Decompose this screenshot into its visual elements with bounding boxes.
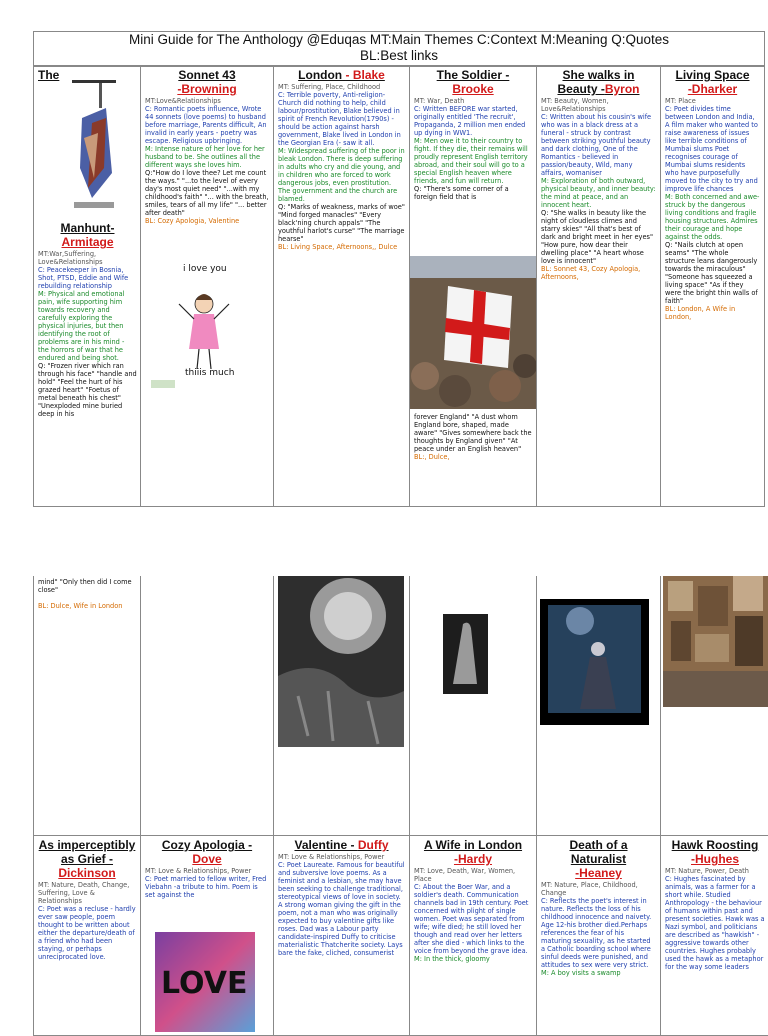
header-line-1: Mini Guide for The Anthology @Eduqas MT:Main Themes C:Context M:Meaning Q:Quotes <box>129 32 669 47</box>
cell-naturalist <box>537 836 661 1036</box>
sonnet43-themes: MT:Love&Relationships <box>145 97 221 105</box>
manhunt-themes: MT:War,Suffering, Love&Relationships <box>38 250 103 266</box>
soldier-quote-start: Q: "There's some corner of a foreign field that is <box>414 185 509 201</box>
wife-title-a: A Wife in London <box>423 838 523 852</box>
manhunt-title-b: Armitage <box>61 235 114 249</box>
naturalist-meaning: M: A boy visits a swamp <box>541 969 621 977</box>
sonnet43-meaning: M: Intense nature of her love for her husband to be. She outlines all the different ways she loves him. <box>145 145 265 169</box>
living-themes: MT: Place <box>665 97 696 105</box>
manhunt-title-a: Manhunt- <box>60 221 115 235</box>
london-context: C: Terrible poverty, Anti-religion-Church did nothing to help, child labour/prostitution, Blake believed in spirit of French Revolution(1790s) -should be action against harsh government, Blake lived in London in the Georgian Era (- saw it all. <box>278 91 401 147</box>
engraving-image <box>278 576 404 747</box>
grief-context: C: Poet was a recluse - hardly ever saw people, poem thought to be written about either the departure/death of a friend who had been staying, or perhaps unreciprocated love. <box>38 905 136 961</box>
soldier-meaning: M: Men owe it to their country to fight. If they die, their remains will proudly represent English territory abroad, and their soul will go to a special English heaven where friends, and fun will return. <box>414 137 528 185</box>
cell-manhunt-cont <box>34 576 141 836</box>
love-image-text: LOVE <box>161 966 248 1001</box>
living-title-b: -Dharker <box>687 82 738 96</box>
sonnet43-context: C: Romantic poets influence, Wrote 44 sonnets (love poems) to husband before marriage, Parents difficult, An invalid in early years - poetry was escape. Religious upbringing. <box>145 105 267 145</box>
cell-cozy <box>141 836 274 1036</box>
england-flag-image <box>410 256 537 409</box>
shewalks-title-b: Beauty - <box>557 82 605 96</box>
london-meaning: M: Widespread suffering of the poor in bleak London. There is deep suffering in adults who cry and die young, and in children who are forced to work dangerous jobs, even prostitution. The government and the church are blamed. <box>278 147 405 203</box>
cell-london-cont <box>274 576 410 836</box>
cell-soldier <box>410 66 537 507</box>
shewalks-themes: MT: Beauty, Women, Love&Relationships <box>541 97 609 113</box>
manhunt-quotes: Q: "Frozen river which ran through his face" "handle and hold" "Feel the hurt of his grazed heart" "Foetus of metal beneath his chest" "Unexploded mine buried deep in his <box>38 362 137 418</box>
cell-she-walks <box>537 66 661 507</box>
soldier-title-a: The Soldier - <box>436 68 510 82</box>
cell-valentine <box>274 836 410 1036</box>
manhunt-links: BL: Dulce, Wife in London <box>38 602 123 610</box>
valentine-themes: MT: Love & Relationships, Power <box>278 853 385 861</box>
valentine-title-a: Valentine - <box>294 838 358 852</box>
love-cartoon-image <box>149 264 264 394</box>
cell-sonnet43 <box>141 66 274 507</box>
manhunt-quotes-cont: mind" "Only then did I come close" <box>38 578 132 594</box>
cell-wife-in-london <box>410 836 537 1036</box>
cell-manhunt <box>34 66 141 507</box>
grief-title-b: Dickinson <box>58 866 116 880</box>
hawk-title-b: -Hughes <box>691 852 739 866</box>
soldier-links: BL:, Dulce, <box>414 453 450 461</box>
sonnet43-title-b: -Browning <box>177 82 237 96</box>
manhunt-context: C: Peacekeeper in Bosnia, Shot, PTSD, Eddie and Wife rebuilding relationship <box>38 266 129 290</box>
guide-header <box>33 31 765 67</box>
shewalks-title <box>541 82 656 96</box>
sonnet43-title-a: Sonnet 43 <box>178 68 236 82</box>
cell-london <box>274 66 410 507</box>
shewalks-links: BL: Sonnet 43, Cozy Apologia, Afternoons, <box>541 265 641 281</box>
london-title-a: London <box>298 68 346 82</box>
london-title <box>278 68 405 82</box>
sonnet43-quotes: Q:"How do I love thee? Let me count the ways." "...to the level of every day's most quiet need" "...with my childhood's faith" "... with the breath, smiles, tears of all my life" "... better after death" <box>145 169 269 217</box>
cell-living-space <box>661 66 765 507</box>
shewalks-context: C: Written about his cousin's wife who was in a black dress at a funeral - struck by contrast between striking youthful beauty and dark clothing, One of the Romantics - believed in passion/beauty, Wild, many affairs, womaniser <box>541 113 652 177</box>
cell-soldier-cont <box>410 576 537 836</box>
living-title-a: Living Space <box>675 68 750 82</box>
naturalist-title-b: -Heaney <box>575 866 622 880</box>
valentine-title-b: Duffy <box>357 838 389 852</box>
table-row-2 <box>33 576 768 836</box>
grief-title-a: As imperceptibly as Grief - <box>38 838 136 866</box>
manhunt-title-top: The <box>38 68 60 82</box>
shewalks-meaning: M: Exploration of both outward, physical beauty, and inner beauty: the mind at peace, and an innocent heart. <box>541 177 656 209</box>
cozy-themes: MT: Love & Relationships, Power <box>145 867 252 875</box>
cozy-title-b: Dove <box>192 852 222 866</box>
cozy-context: C: Poet married to fellow writer, Fred Viebahn -a tribute to him. Poem is set against the <box>145 875 267 899</box>
valentine-context: C: Poet Laureate. Famous for beautiful and subversive love poems. As a feminist and a lesbian, she may have been seeking to challenge traditional, stereotypical views of love in society. A strong woman giving the gift in the poem, not a man who was originally expected to buy valentine gifts like roses. Dad was a Labour party candidate-inspired Duffy to criticise materialistic Thatcherite society. Lays bare the fake, cliched, consumerist <box>278 861 405 957</box>
cell-sonnet43-cont <box>141 576 274 836</box>
wife-themes: MT: Love, Death, War, Women, Place <box>414 867 516 883</box>
living-links: BL: London, A Wife in London, <box>665 305 736 321</box>
wife-meaning: M: In the thick, gloomy <box>414 955 490 963</box>
hawk-title-a: Hawk Roosting <box>671 838 759 852</box>
table-row-1 <box>33 65 765 507</box>
soldier-context: C: Written BEFORE war started, originally entitled 'The recruit', Propaganda, 2 million men ended up dying in WW1. <box>414 105 526 137</box>
cozy-title-a: Cozy Apologia - <box>161 838 253 852</box>
cartoon-caption-2: thiiis much <box>185 368 235 378</box>
naturalist-themes: MT: Nature, Place, Childhood, Change <box>541 881 638 897</box>
table-row-3 <box>33 836 768 1036</box>
hawk-themes: MT: Nature, Power, Death <box>665 867 749 875</box>
sculpture-image <box>64 78 124 213</box>
living-quotes: Q: "Nails clutch at open seams" "The whole structure leans dangerously towards the miraculous" "Someone has squeezed a living space" "As if they were the bright thin walls of faith" <box>665 241 758 305</box>
woman-in-dress-image <box>540 599 649 725</box>
london-links: BL: Living Space, Afternoons,, Dulce <box>278 243 398 251</box>
living-context: C: Poet divides time between London and India, A film maker who wanted to raise awareness of issues like terrible conditions of Mumbai slums Poet recognises courage of Mumbai slums residents who have purposefully moved to the city to try and improve life chances <box>665 105 758 193</box>
shewalks-quotes: Q: "She walks in beauty like the night of cloudless climes and starry skies" "All that's best of dark and bright meet in her eyes" "How pure, how dear their dwelling place" "A heart whose love is innocent" <box>541 209 653 265</box>
cell-hawk <box>661 836 768 1036</box>
sonnet43-links: BL: Cozy Apologia, Valentine <box>145 217 240 225</box>
shewalks-title-a: She walks in <box>562 68 635 82</box>
soldier-quotes: forever England" "A dust whom England bore, shaped, made aware" "Gives somewhere back the thoughts by England given" "At peace under an English heaven" <box>414 413 532 453</box>
wife-title-b: -Hardy <box>453 852 492 866</box>
manhunt-meaning: M: Physical and emotional pain, wife supporting him towards recovery and carefully exploring the physical injuries, but then identifying the root of problems are in his mind - the horrors of war that he endured and being shot. <box>38 290 125 362</box>
cell-grief <box>34 836 141 1036</box>
valentine-title <box>278 838 405 852</box>
naturalist-title-a: Death of a Naturalist <box>569 838 628 866</box>
london-themes: MT: Suffering, Place, Childhood <box>278 83 381 91</box>
figure-in-shadow-image <box>443 614 488 694</box>
love-image <box>155 932 255 1032</box>
slum-image <box>663 576 768 707</box>
london-quotes: Q: "Marks of weakness, marks of woe" "Mind forged manacles" "Every black'ning church appals" "The youthful harlot's curse" "The marriage hearse" <box>278 203 405 243</box>
soldier-themes: MT: War, Death <box>414 97 465 105</box>
header-line-2: BL:Best links <box>359 48 439 63</box>
cartoon-caption-1: i love you <box>183 264 227 274</box>
london-title-b: - Blake <box>345 68 385 82</box>
shewalks-title-c: Byron <box>604 82 640 96</box>
living-meaning: M: Both concerned and awe-struck by the dangerous living conditions and fragile housing structures. Admires their courage and hope against the odds. <box>665 193 760 241</box>
wife-context: C: About the Boer War, and a soldier's death. Communication channels bad in 19th century. Poet concerned with plight of single women. Poet was separated from wife; wife died; he still loved her though and read over her letters after she died - which links to the voice from beyond the grave idea. <box>414 883 529 955</box>
cell-shewalks-cont <box>537 576 661 836</box>
naturalist-context: C: Reflects the poet's interest in nature. Reflects the loss of his childhood innocence and naivety. Age 12-his brother died.Perhaps references the fear of his maturing sexuality, as he started a Catholic boarding school where sinful deeds were punished, and attitudes to sex were very strict. <box>541 897 652 969</box>
cell-living-cont <box>661 576 768 836</box>
grief-themes: MT: Nature, Death, Change, Suffering, Love & Relationships <box>38 881 130 905</box>
hawk-context: C: Hughes fascinated by animals, was a farmer for a short while. Studied Anthropology - the behaviour of humans within past and present societies. Hawk was a Nazi symbol, and politicians are described as "hawkish" - aggressive towards other countries. Hughes probably used the hawk as a metaphor for the way some leaders <box>665 875 765 971</box>
soldier-title-b: Brooke <box>452 82 494 96</box>
